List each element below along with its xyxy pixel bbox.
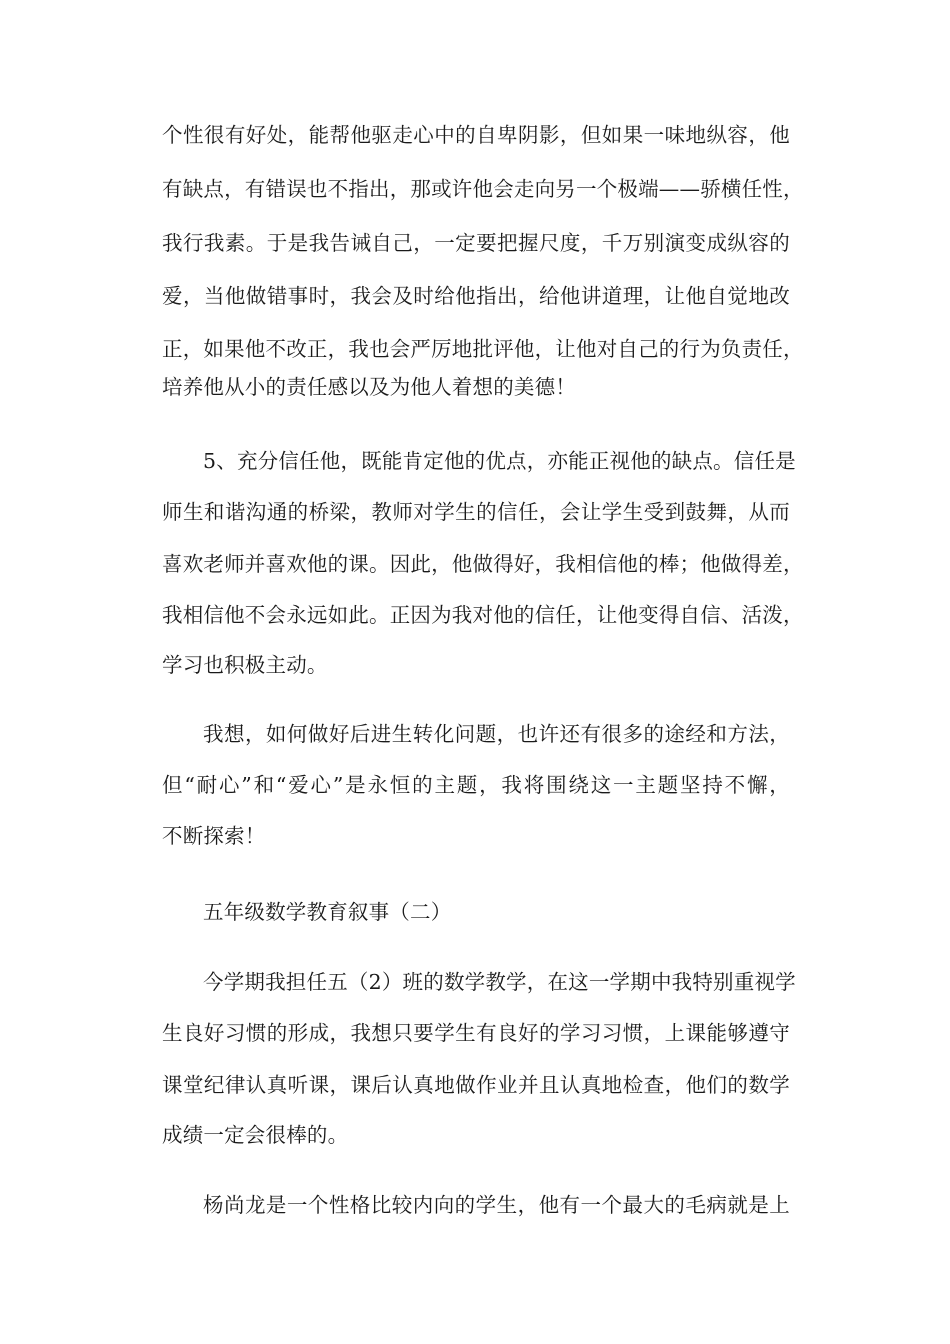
text-line: 师生和谐沟通的桥梁，教师对学生的信任，会让学生受到鼓舞，从而 (162, 500, 790, 524)
text-line: 成绩一定会很棒的。 (162, 1123, 349, 1147)
text-line: 有缺点，有错误也不指出，那或许他会走向另一个极端——骄横任性， (162, 177, 804, 201)
text-line: 我相信他不会永远如此。正因为我对他的信任，让他变得自信、活泼， (162, 603, 804, 627)
text-line: 杨尚龙是一个性格比较内向的学生，他有一个最大的毛病就是上 (203, 1193, 790, 1217)
text-line: 学习也积极主动。 (162, 653, 328, 677)
text-line: 课堂纪律认真听课，课后认真地做作业并且认真地检查，他们的数学 (162, 1073, 790, 1097)
text-line: 正，如果他不改正，我也会严厉地批评他，让他对自己的行为负责任， (162, 337, 804, 361)
section-heading: 五年级数学教育叙事（二） (203, 900, 452, 924)
text-line: 个性很有好处，能帮他驱走心中的自卑阴影，但如果一味地纵容，他 (162, 123, 790, 147)
text-line: 我行我素。于是我告诫自己，一定要把握尺度，千万别演变成纵容的 (162, 231, 790, 255)
text-line: 培养他从小的责任感以及为他人着想的美德！ (162, 375, 576, 399)
text-line: 我想，如何做好后进生转化问题，也许还有很多的途经和方法， (203, 722, 790, 746)
text-line: 生良好习惯的形成，我想只要学生有良好的学习习惯，上课能够遵守 (162, 1021, 790, 1045)
text-line: 5、充分信任他，既能肯定他的优点，亦能正视他的缺点。信任是 (203, 449, 796, 473)
text-line: 喜欢老师并喜欢他的课。因此，他做得好，我相信他的棒；他做得差， (162, 552, 804, 576)
text-line: 不断探索！ (162, 824, 266, 848)
text-line: 爱，当他做错事时，我会及时给他指出，给他讲道理，让他自觉地改 (162, 284, 790, 308)
text-line: 但“耐心”和“爱心”是永恒的主题，我将围绕这一主题坚持不懈， (162, 773, 790, 797)
text-line: 今学期我担任五（2）班的数学教学，在这一学期中我特别重视学 (203, 970, 796, 994)
